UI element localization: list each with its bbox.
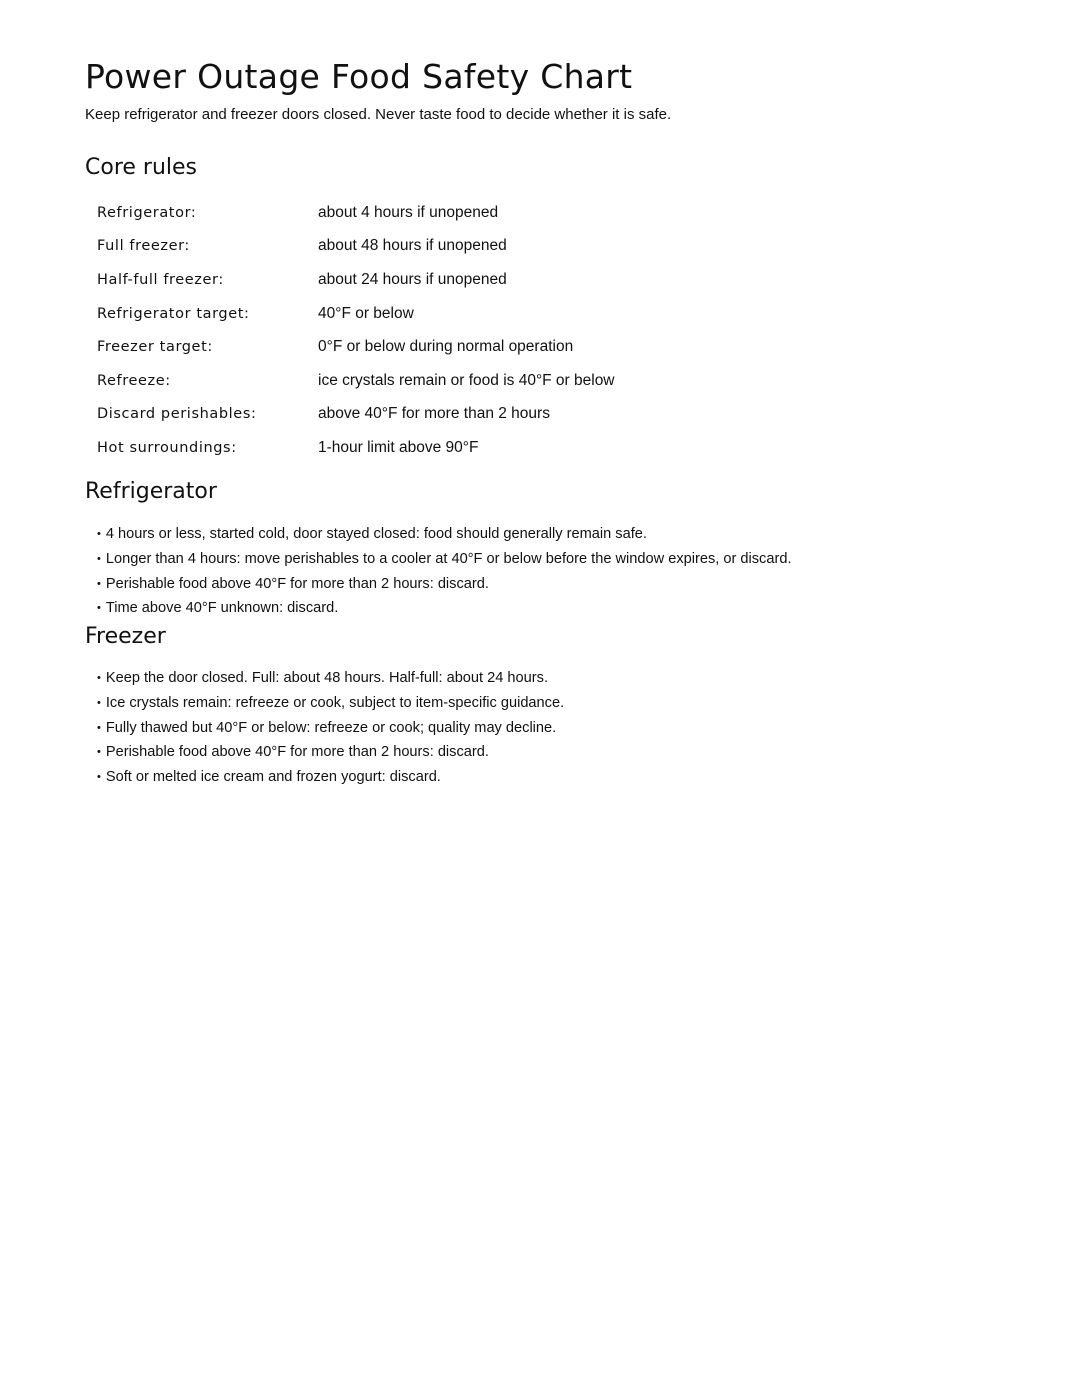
rule-value: ice crystals remain or food is 40°F or below	[318, 371, 615, 389]
rule-label: Refrigerator:	[97, 204, 197, 221]
page-subtitle: Keep refrigerator and freezer doors closed. Never taste food to decide whether it is safe.	[85, 106, 672, 123]
rule-row	[97, 263, 997, 297]
rule-value: above 40°F for more than 2 hours	[318, 405, 550, 423]
rule-value: 1-hour limit above 90°F	[318, 438, 479, 456]
rule-value: about 4 hours if unopened	[318, 203, 499, 221]
rule-row	[97, 297, 997, 331]
list-item: • Fully thawed but 40°F or below: refreeze or cook; quality may decline.	[97, 716, 997, 741]
rule-label: Discard perishables:	[97, 406, 257, 423]
list-item: • 4 hours or less, started cold, door stayed closed: food should generally remain safe.	[97, 522, 997, 547]
rule-row	[97, 196, 997, 230]
list-item: • Time above 40°F unknown: discard.	[97, 596, 997, 621]
rule-label: Hot surroundings:	[97, 439, 237, 456]
rule-label: Refreeze:	[97, 372, 171, 389]
refrigerator-heading: Refrigerator	[85, 479, 217, 504]
core-rules-table	[97, 196, 997, 465]
core-rules-heading: Core rules	[85, 155, 198, 180]
list-item: • Soft or melted ice cream and frozen yogurt: discard.	[97, 765, 997, 790]
rule-row	[97, 431, 997, 465]
freezer-heading: Freezer	[85, 624, 166, 649]
rule-value: about 48 hours if unopened	[318, 237, 507, 255]
rule-value: 0°F or below during normal operation	[318, 338, 574, 356]
rule-value: 40°F or below	[318, 304, 414, 322]
list-item: • Perishable food above 40°F for more than 2 hours: discard.	[97, 572, 997, 597]
rule-label: Freezer target:	[97, 339, 213, 356]
list-item: • Ice crystals remain: refreeze or cook, subject to item-specific guidance.	[97, 691, 997, 716]
list-item: • Perishable food above 40°F for more than 2 hours: discard.	[97, 740, 997, 765]
refrigerator-list	[97, 522, 997, 621]
list-item: • Keep the door closed. Full: about 48 hours. Half-full: about 24 hours.	[97, 666, 997, 691]
rule-row	[97, 364, 997, 398]
rule-row	[97, 398, 997, 432]
list-item: • Longer than 4 hours: move perishables to a cooler at 40°F or below before the window expires, or discard.	[97, 547, 997, 572]
rule-label: Half-full freezer:	[97, 271, 224, 288]
rule-label: Full freezer:	[97, 238, 190, 255]
rule-row	[97, 330, 997, 364]
rule-row	[97, 230, 997, 264]
page-title: Power Outage Food Safety Chart	[85, 57, 633, 96]
rule-value: about 24 hours if unopened	[318, 270, 507, 288]
rule-label: Refrigerator target:	[97, 305, 250, 322]
freezer-list	[97, 666, 997, 790]
